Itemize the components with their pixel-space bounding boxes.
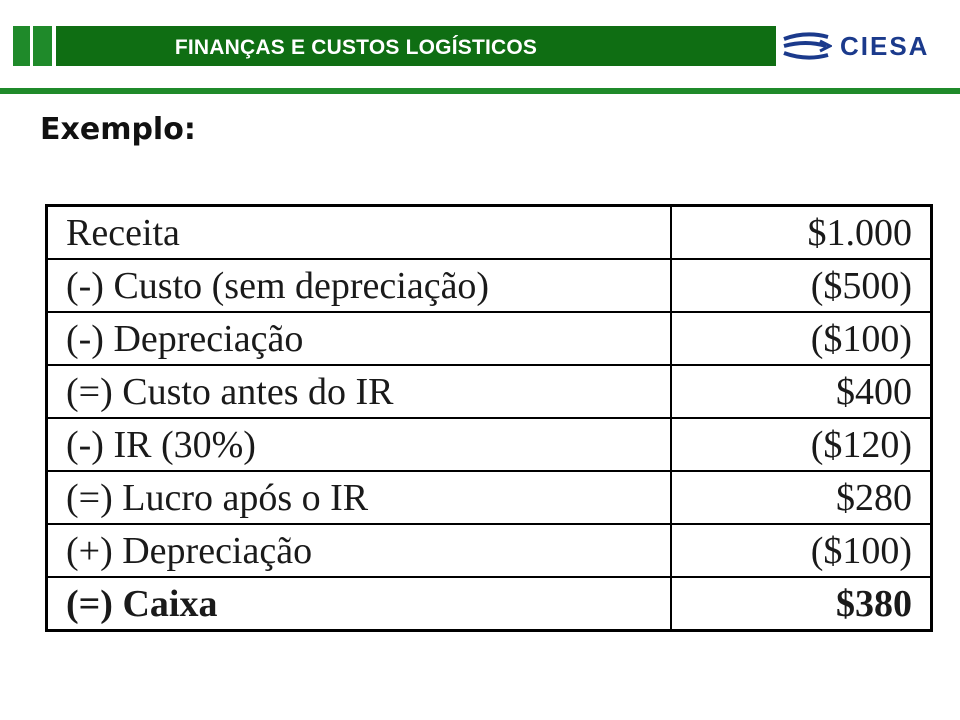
table-row-total [47, 577, 932, 631]
row-value: ($100) [671, 312, 932, 365]
page-heading: Exemplo: [40, 112, 196, 147]
row-value: $380 [671, 577, 932, 631]
row-label: (-) IR (30%) [47, 418, 672, 471]
table-row [47, 312, 932, 365]
header-bar [56, 26, 776, 66]
row-value: ($120) [671, 418, 932, 471]
table-row [47, 206, 932, 260]
header-accent-block [33, 26, 52, 66]
row-label: (=) Custo antes do IR [47, 365, 672, 418]
row-value: ($100) [671, 524, 932, 577]
ciesa-logo [780, 22, 958, 70]
logo-swoosh-icon [780, 31, 832, 61]
row-value: $1.000 [671, 206, 932, 260]
header-rule [0, 88, 960, 94]
row-label: (=) Caixa [47, 577, 672, 631]
logo-text: CIESA [840, 30, 930, 61]
table-row [47, 471, 932, 524]
header-accent-block [13, 26, 30, 66]
row-label: (=) Lucro após o IR [47, 471, 672, 524]
row-label: Receita [47, 206, 672, 260]
header-title: FINANÇAS E CUSTOS LOGÍSTICOS [174, 36, 538, 59]
row-value: $400 [671, 365, 932, 418]
table-row [47, 418, 932, 471]
row-label: (-) Custo (sem depreciação) [47, 259, 672, 312]
row-label: (-) Depreciação [47, 312, 672, 365]
row-value: $280 [671, 471, 932, 524]
table-row [47, 524, 932, 577]
cash-flow-table [45, 204, 933, 632]
table-row [47, 365, 932, 418]
row-label: (+) Depreciação [47, 524, 672, 577]
table-row [47, 259, 932, 312]
row-value: ($500) [671, 259, 932, 312]
